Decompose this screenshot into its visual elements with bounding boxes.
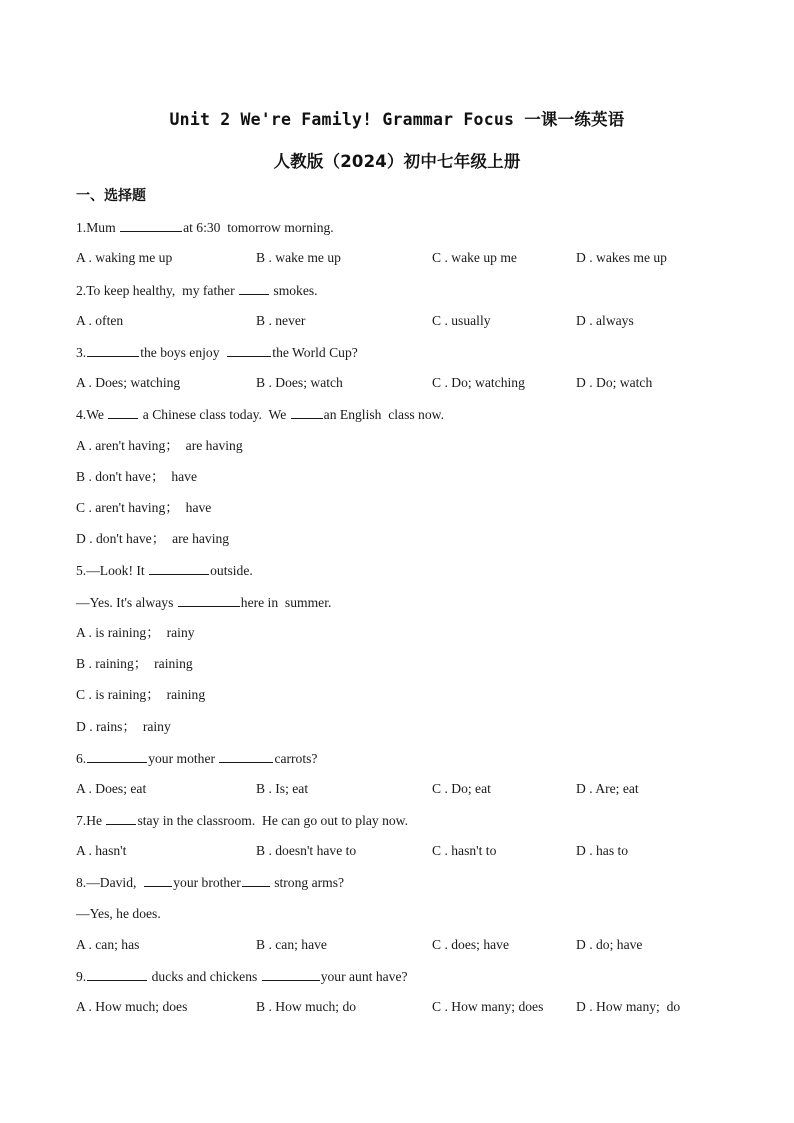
page-title: Unit 2 We're Family! Grammar Focus 一课一练英语 (169, 110, 625, 129)
option-2b: B . never (256, 313, 306, 328)
option-6d: D . Are; eat (576, 781, 639, 796)
option-8b: B . can; have (256, 937, 327, 952)
question-8: 8.—David, your brother strong arms? (76, 875, 345, 890)
option-4b: B . don't have； have (76, 469, 197, 484)
option-2d: D . always (576, 313, 634, 328)
answer-blank (120, 218, 182, 232)
option-5d: D . rains； rainy (76, 719, 171, 734)
answer-blank (87, 749, 147, 763)
option-7d: D . has to (576, 843, 629, 858)
section-heading: 一、选择题 (76, 188, 146, 204)
question-5: 5.—Look! It outside. (76, 563, 253, 578)
question-5-reply: —Yes. It's always here in summer. (76, 595, 332, 610)
answer-blank (219, 749, 273, 763)
question-4: 4.We a Chinese class today. We an English class now. (76, 407, 444, 422)
option-5c: C . is raining； raining (76, 687, 206, 702)
option-7c: C . hasn't to (432, 843, 497, 858)
option-7b: B . doesn't have to (256, 843, 357, 858)
option-5a: A . is raining； rainy (76, 625, 195, 640)
option-6a: A . Does; eat (76, 781, 147, 796)
answer-blank (178, 593, 240, 607)
option-9b: B . How much; do (256, 999, 357, 1014)
answer-blank (227, 343, 271, 357)
option-2c: C . usually (432, 313, 491, 328)
answer-blank (106, 811, 136, 825)
question-3: 3. the boys enjoy the World Cup? (76, 345, 358, 360)
answer-blank (87, 343, 139, 357)
option-4d: D . don't have； are having (76, 531, 230, 546)
question-8-reply: —Yes, he does. (76, 906, 161, 921)
option-2a: A . often (76, 313, 124, 328)
answer-blank (108, 405, 138, 419)
option-1b: B . wake me up (256, 250, 341, 265)
option-9a: A . How much; does (76, 999, 188, 1014)
option-4a: A . aren't having； are having (76, 438, 243, 453)
option-1c: C . wake up me (432, 250, 517, 265)
option-1d: D . wakes me up (576, 250, 667, 265)
option-9d: D . How many; do (576, 999, 681, 1014)
option-8a: A . can; has (76, 937, 140, 952)
option-6c: C . Do; eat (432, 781, 491, 796)
option-9c: C . How many; does (432, 999, 544, 1014)
option-6b: B . Is; eat (256, 781, 309, 796)
option-3a: A . Does; watching (76, 375, 181, 390)
option-3c: C . Do; watching (432, 375, 525, 390)
question-1: 1.Mum at 6:30 tomorrow morning. (76, 220, 334, 235)
answer-blank (144, 873, 172, 887)
answer-blank (239, 281, 269, 295)
answer-blank (87, 967, 147, 981)
question-2: 2.To keep healthy, my father smokes. (76, 283, 318, 298)
answer-blank (262, 967, 320, 981)
page-subtitle: 人教版（2024）初中七年级上册 (273, 152, 521, 171)
question-9: 9. ducks and chickens your aunt have? (76, 969, 408, 984)
option-3b: B . Does; watch (256, 375, 343, 390)
answer-blank (242, 873, 270, 887)
question-6: 6. your mother carrots? (76, 751, 318, 766)
option-1a: A . waking me up (76, 250, 173, 265)
answer-blank (291, 405, 323, 419)
question-7: 7.He stay in the classroom. He can go out to play now. (76, 813, 409, 828)
option-8c: C . does; have (432, 937, 510, 952)
option-4c: C . aren't having； have (76, 500, 212, 515)
answer-blank (149, 561, 209, 575)
option-5b: B . raining； raining (76, 656, 193, 671)
option-8d: D . do; have (576, 937, 643, 952)
option-7a: A . hasn't (76, 843, 127, 858)
option-3d: D . Do; watch (576, 375, 653, 390)
